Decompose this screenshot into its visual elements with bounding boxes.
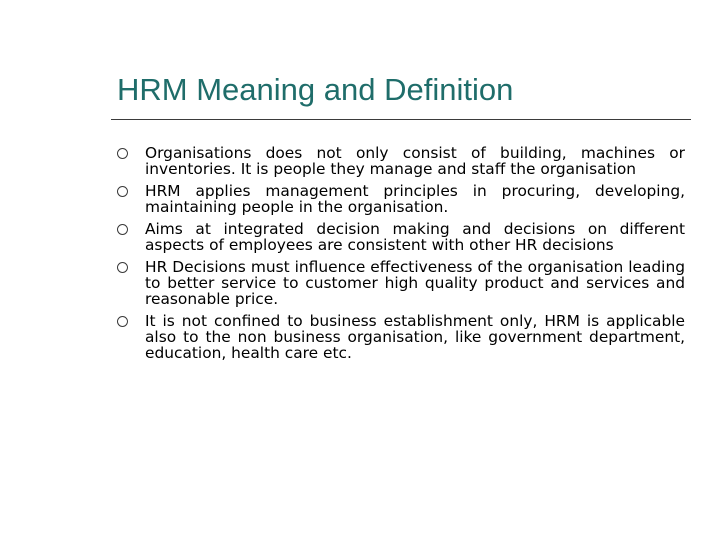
bullet-circle-icon — [117, 186, 128, 197]
title-divider — [111, 119, 691, 120]
bullet-circle-icon — [117, 262, 128, 273]
bullet-text: HR Decisions must influence effectiveness of the organisation leading to better service to customer high quality product and services and reasonable price. — [145, 258, 685, 308]
bullet-item — [117, 221, 685, 253]
bullet-circle-icon — [117, 148, 128, 159]
bullet-circle-icon — [117, 224, 128, 235]
bullet-text: HRM applies management principles in procuring, developing, maintaining people in the organisation. — [145, 182, 685, 216]
bullet-text: Organisations does not only consist of building, machines or inventories. It is people they manage and staff the organisation — [145, 144, 685, 178]
bullet-item — [117, 183, 685, 215]
bullet-item — [117, 145, 685, 177]
bullet-list — [117, 145, 685, 367]
bullet-circle-icon — [117, 316, 128, 327]
bullet-item — [117, 259, 685, 307]
bullet-text: It is not confined to business establishment only, HRM is applicable also to the non business organisation, like government department, education, health care etc. — [145, 312, 685, 362]
bullet-item — [117, 313, 685, 361]
bullet-text: Aims at integrated decision making and decisions on different aspects of employees are consistent with other HR decisions — [145, 220, 685, 254]
slide-title: HRM Meaning and Definition — [117, 72, 514, 107]
